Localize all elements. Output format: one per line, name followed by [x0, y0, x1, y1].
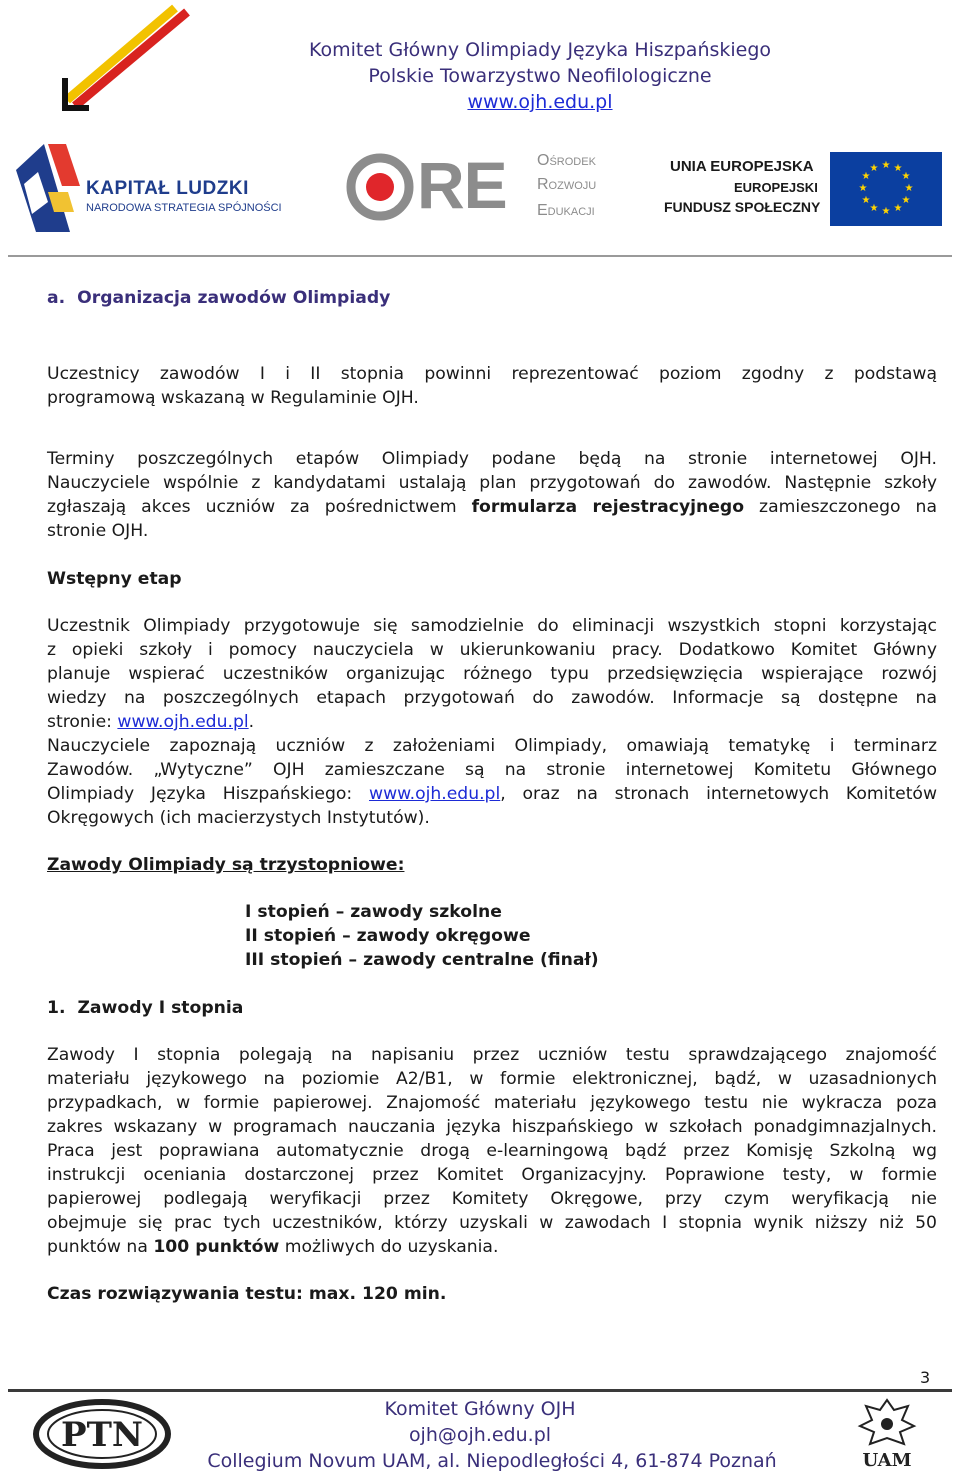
olympiad-stripes-logo — [55, 0, 195, 115]
kapital-ludzki-emblem — [8, 140, 80, 235]
page-number: 3 — [920, 1368, 931, 1387]
svg-text:★: ★ — [881, 160, 891, 171]
p3-line5 — [47, 710, 937, 734]
eu-flag-icon — [830, 152, 942, 226]
p2-line3 — [47, 495, 937, 519]
svg-text:★: ★ — [904, 183, 914, 194]
p4-line8: obejmuje się prac tych uczestników, którzy uzyskali w zawodach I stopnia wynik niższy niż 50 — [47, 1213, 937, 1233]
p3-line1: Uczestnik Olimpiady przygotowuje się samodzielnie do eliminacji wszystkich stopni korzystając — [47, 616, 937, 636]
svg-text:★: ★ — [901, 171, 911, 182]
svg-text:★: ★ — [893, 163, 903, 174]
p2-line1: Terminy poszczególnych etapów Olimpiady podane będą na stronie internetowej OJH. — [47, 449, 937, 469]
kapital-ludzki-subtitle: NARODOWA STRATEGIA SPÓJNOŚCI — [86, 202, 282, 214]
p3-line5-dot: . — [248, 712, 255, 732]
svg-text:★: ★ — [858, 183, 868, 194]
p4-line2: materiału językowego na poziomie A2/B1, w formie elektronicznej, bądź, w uzasadnionych — [47, 1069, 937, 1089]
ore-logo — [345, 148, 625, 233]
p3-line2: z opieki szkoły i pomocy nauczyciela w ukierunkowaniu pracy. Dodatkowo Komitet Główny — [47, 640, 937, 660]
p3-line5-text: stronie: — [47, 712, 112, 732]
eu-line3: FUNDUSZ SPOŁECZNY — [664, 199, 821, 215]
eu-line2: EUROPEJSKI — [734, 180, 818, 195]
p4-line9 — [47, 1235, 937, 1259]
p4-line9-part3: możliwych do uzyskania. — [284, 1237, 499, 1257]
ore-line2: Rozwoju — [537, 176, 597, 193]
ore-emblem — [345, 152, 415, 222]
p4-line4: zakres wskazany w programach nauczania języka hiszpańskiego w szkołach ponadgimnazjalnych. — [47, 1117, 937, 1137]
footer-address: Collegium Novum UAM, al. Niepodległości 4, 61-874 Poznań — [207, 1450, 777, 1472]
stages-heading-wrap — [47, 853, 937, 877]
registration-form-ref: formularza rejestracyjnego — [471, 497, 745, 517]
section-heading-prefix: a. — [47, 288, 66, 308]
kapital-ludzki-title: KAPITAŁ LUDZKI — [86, 178, 249, 199]
header-association-name: Polskie Towarzystwo Neofilologiczne — [368, 65, 712, 87]
p3-line8-text: Olimpiady Języka Hiszpańskiego: — [47, 784, 353, 804]
svg-text:★: ★ — [861, 195, 871, 206]
website-link-1[interactable]: www.ojh.edu.pl — [117, 712, 249, 732]
p2-line2: Nauczyciele wspólnie z kandydatami ustalają plan przygotowań do zawodów. Następnie szkoły — [47, 473, 937, 493]
header-website-wrap — [250, 89, 830, 115]
p1-line2: programową wskazaną w Regulaminie OJH. — [47, 388, 419, 408]
p3-line4: wiedzy na poszczególnych etapach przygotowań do zawodów. Informacje są dostępne na — [47, 688, 937, 708]
max-points: 100 punktów — [153, 1237, 280, 1257]
p3-line6: Nauczyciele zapoznają uczniów z założeniami Olimpiady, omawiają tematykę i terminarz — [47, 736, 937, 756]
p4-line9-part1: punktów na — [47, 1237, 148, 1257]
sub1-heading: 1. Zawody I stopnia — [47, 998, 244, 1018]
uam-logo — [852, 1396, 922, 1471]
stage-item-3: III stopień – zawody centralne (finał) — [245, 950, 599, 970]
p3-line3: planuje wspierać uczestników organizując różnego typu przedsięwzięcia wspierające rozwój — [47, 664, 937, 684]
p4-line3: przypadkach, w formie papierowej. Znajomość materiału językowego testu nie wykracza poza — [47, 1093, 937, 1113]
p2-line3-part1: zgłaszają akces uczniów za pośrednictwem — [47, 497, 457, 517]
svg-text:★: ★ — [881, 206, 891, 217]
website-link-2[interactable]: www.ojh.edu.pl — [369, 784, 501, 804]
test-time: Czas rozwiązywania testu: max. 120 min. — [47, 1284, 447, 1304]
footer-email[interactable]: ojh@ojh.edu.pl — [408, 1424, 552, 1446]
svg-text:★: ★ — [861, 171, 871, 182]
section-heading-text: Organizacja zawodów Olimpiady — [77, 288, 391, 308]
ore-line1: Ośrodek — [537, 152, 596, 169]
p2-line3-part3: zamieszczonego na — [759, 497, 937, 517]
footer-separator — [8, 1389, 952, 1392]
uam-logo-text: UAM — [862, 1450, 912, 1471]
section-heading — [47, 286, 937, 310]
svg-text:★: ★ — [869, 203, 879, 214]
stages-heading: Zawody Olimpiady są trzystopniowe: — [47, 855, 405, 875]
svg-text:★: ★ — [869, 163, 879, 174]
footer-line1: Komitet Główny OJH — [384, 1398, 576, 1420]
svg-text:★: ★ — [901, 195, 911, 206]
header-org-name: Komitet Główny Olimpiady Języka Hiszpańskiego — [308, 39, 772, 61]
p3-line7: Zawodów. „Wytyczne” OJH zamieszczane są na stronie internetowej Komitetu Głównego — [47, 760, 937, 780]
p4-line5: Praca jest poprawiana automatycznie drogą e-learningową bądź przez Komisję Szkolną wg — [47, 1141, 937, 1161]
p4-line7: papierowej podlegają weryfikacji przez Komitety Okręgowe, przy czym weryfikacją nie — [47, 1189, 937, 1209]
p3-line8 — [47, 782, 937, 806]
header-separator — [8, 255, 952, 257]
eu-logo — [660, 150, 950, 230]
p3-line9: Okręgowych (ich macierzystych Instytutów). — [47, 808, 430, 828]
stage-item-2: II stopień – zawody okręgowe — [245, 926, 531, 946]
header-website-link[interactable]: www.ojh.edu.pl — [467, 91, 613, 113]
p2-line4: stronie OJH. — [47, 521, 149, 541]
p1-line1: Uczestnicy zawodów I i II stopnia powinni reprezentować poziom zgodny z podstawą — [47, 364, 937, 384]
stage-item-1: I stopień – zawody szkolne — [245, 902, 502, 922]
ore-letters: RE — [417, 148, 507, 222]
ore-line3: Edukacji — [537, 202, 595, 219]
p4-line6: instrukcji oceniania dostarczonej przez Komitet Organizacyjny. Poprawione testy, w formie — [47, 1165, 937, 1185]
eu-line1: UNIA EUROPEJSKA — [670, 158, 814, 175]
svg-text:★: ★ — [893, 203, 903, 214]
p4-line1: Zawody I stopnia polegają na napisaniu przez uczniów testu sprawdzającego znajomość — [47, 1045, 937, 1065]
prelim-heading: Wstępny etap — [47, 569, 182, 589]
ptn-logo-text: PTN — [61, 1415, 143, 1455]
kapital-ludzki-logo — [8, 140, 298, 235]
p3-line8-rest: , oraz na stronach internetowych Komitetów — [500, 784, 938, 804]
